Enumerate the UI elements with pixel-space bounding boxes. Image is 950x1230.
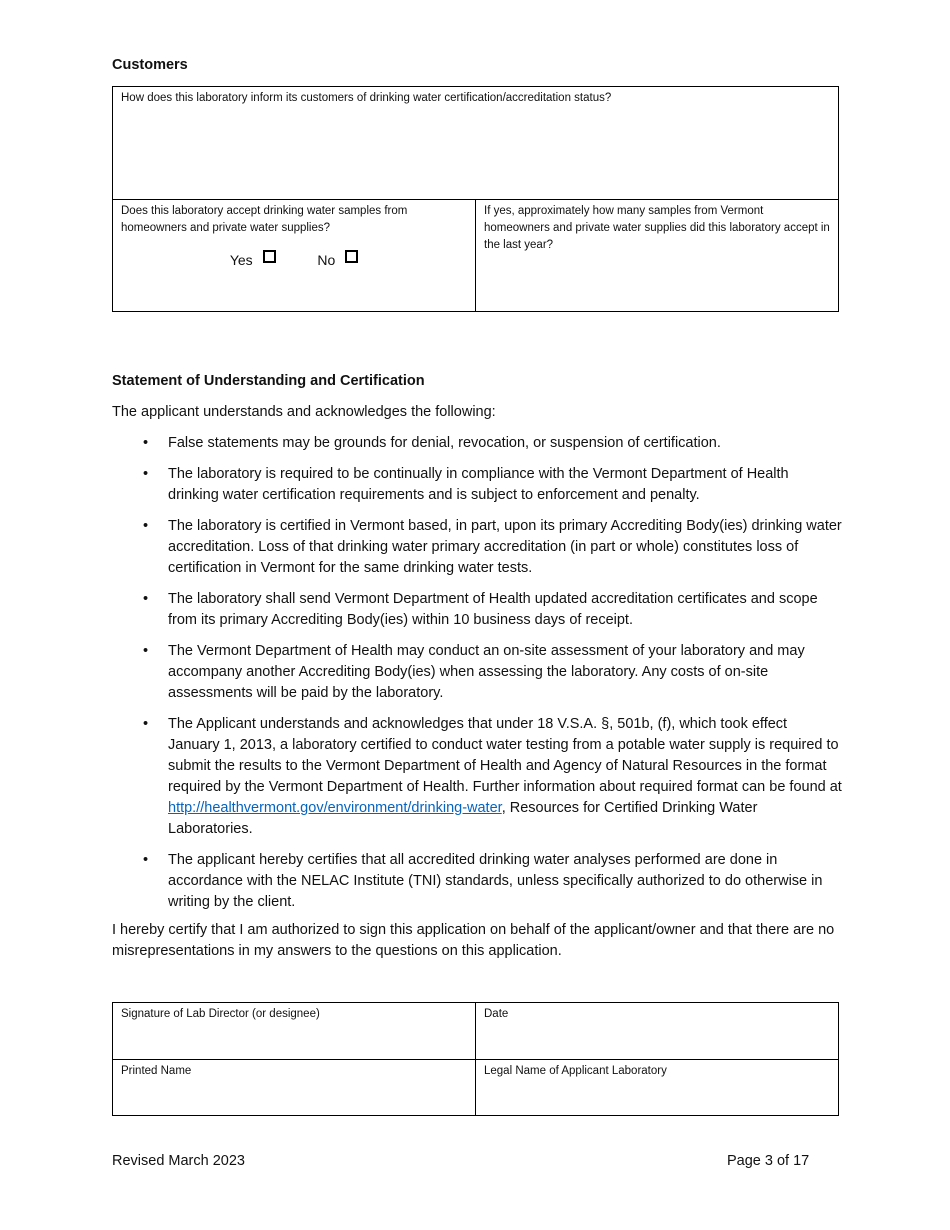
list-item: • False statements may be grounds for denial, revocation, or suspension of certification. <box>143 435 721 451</box>
statement-heading: Statement of Understanding and Certification <box>112 373 425 389</box>
inform-customers-question: How does this laboratory inform its customers of drinking water certification/accreditation status? <box>121 92 612 104</box>
page-number: Page 3 of 17 <box>727 1153 810 1169</box>
list-item: • The Vermont Department of Health may conduct an on-site assessment of your laboratory and may accompany another Accrediting Body(ies) when assessing the laboratory. Any costs of on-site assessments will be paid by the laboratory. <box>143 643 805 701</box>
yes-checkbox[interactable] <box>263 250 276 263</box>
list-item: • The laboratory shall send Vermont Department of Health updated accreditation certificates and scope from its primary Accrediting Body(ies) within 10 business days of receipt. <box>143 591 818 628</box>
certify-statement: I hereby certify that I am authorized to sign this application on behalf of the applicant/owner and that there are no misrepresentations in my answers to the questions on this application. <box>112 922 835 959</box>
drinking-water-link[interactable]: http://healthvermont.gov/environment/drinking-water <box>168 800 502 816</box>
signature-label: Signature of Lab Director (or designee) <box>121 1008 320 1020</box>
signature-table <box>112 1002 839 1116</box>
inform-customers-field[interactable] <box>113 87 839 200</box>
accept-samples-cell <box>113 200 476 312</box>
customers-table <box>112 86 839 312</box>
list-item: • The laboratory is required to be continually in compliance with the Vermont Department of Health drinking water certification requirements and is subject to enforcement and penalty. <box>143 466 789 503</box>
revised-date: Revised March 2023 <box>112 1153 245 1169</box>
list-item: • The Applicant understands and acknowledges that under 18 V.S.A. §, 501b, (f), which took effect January 1, 2013, a laboratory certified to conduct water testing from a potable water supply is required to submit the results to the Vermont Department of Health and Agency of Natural Resources in the format required by the Vermont Department of Health. Further information about required format can be found at http://healthvermont.gov/environment/drinking-water, Resources for Certified Drinking Water Laboratories. <box>143 716 842 837</box>
list-item: • The applicant hereby certifies that all accredited drinking water analyses performed are done in accordance with the NELAC Institute (TNI) standards, unless specifically authorized to do otherwise in writing by the client. <box>143 852 823 910</box>
date-field[interactable] <box>476 1003 839 1060</box>
statement-list <box>112 433 842 923</box>
list-item: • The laboratory is certified in Vermont based, in part, upon its primary Accrediting Body(ies) drinking water accreditation. Loss of that drinking water primary accreditation (in part or whole) constitutes loss of certification in Vermont for the same drinking water tests. <box>143 518 842 576</box>
legal-name-field[interactable] <box>476 1060 839 1116</box>
sample-count-question: If yes, approximately how many samples from Vermont homeowners and private water supplies did this laboratory accept in the last year? <box>484 205 830 251</box>
statement-intro: The applicant understands and acknowledges the following: <box>112 404 496 420</box>
signature-field[interactable] <box>113 1003 476 1060</box>
printed-name-field[interactable] <box>113 1060 476 1116</box>
yes-no-group <box>121 251 467 269</box>
accept-samples-question: Does this laboratory accept drinking water samples from homeowners and private water supplies? <box>121 205 408 234</box>
yes-label: Yes <box>229 251 253 268</box>
no-checkbox[interactable] <box>345 250 358 263</box>
no-label: No <box>317 251 336 268</box>
sample-count-field[interactable] <box>476 200 839 312</box>
printed-name-label: Printed Name <box>121 1065 192 1077</box>
customers-heading: Customers <box>112 57 188 73</box>
date-label: Date <box>484 1008 509 1020</box>
legal-name-label: Legal Name of Applicant Laboratory <box>484 1065 667 1077</box>
